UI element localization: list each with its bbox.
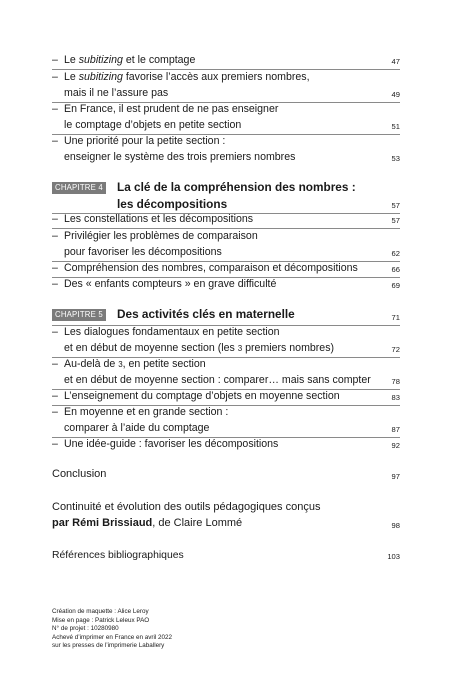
continuite-entry-line2[interactable]: par Rémi Brissiaud, de Claire Lommé	[52, 517, 243, 529]
toc-entry-moyenne-grande-section[interactable]	[52, 405, 400, 420]
toc-entry-dialogues-fondamentaux-line2	[52, 341, 400, 356]
entry-page-number: 57	[391, 216, 400, 225]
entry-title-line2: et en début de moyenne section : comparer… mais sans compter	[64, 374, 371, 386]
continuite-entry-line1[interactable]: Continuité et évolution des outils pédagogiques conçus	[52, 501, 321, 513]
credit-line: Mise en page : Patrick Leleux PAO	[52, 616, 150, 624]
toc-entry-constellations[interactable]	[52, 212, 400, 227]
entry-dash: –	[52, 230, 58, 242]
references-page-number: 103	[387, 552, 400, 561]
entry-title-line2: mais il ne l’assure pas	[64, 87, 169, 99]
entry-title: Une idée-guide : favoriser les décompositions	[64, 438, 279, 450]
toc-entry-priorite-petite-section-line2	[52, 150, 400, 165]
entry-title: Les constellations et les décompositions	[64, 213, 254, 225]
entry-title-line2: le comptage d’objets en petite section	[64, 119, 242, 131]
entry-dash: –	[52, 135, 58, 147]
entry-title-line1: Le subitizing favorise l’accès aux premiers nombres,	[64, 71, 310, 83]
entry-title-line1: En France, il est prudent de ne pas enseigner	[64, 103, 279, 115]
conclusion-entry[interactable]: Conclusion	[52, 468, 107, 480]
entry-page-number: 87	[391, 425, 400, 434]
entry-title-line2: et en début de moyenne section (les 3 premiers nombres)	[64, 342, 335, 354]
entry-dash: –	[52, 262, 58, 274]
conclusion-page-row	[52, 468, 400, 483]
credit-line: Achevé d’imprimer en France en avril 2022	[52, 633, 173, 641]
entry-dash: –	[52, 71, 58, 83]
entry-title-line1: Privilégier les problèmes de comparaison	[64, 230, 258, 242]
entry-title-line2: enseigner le système des trois premiers nombres	[64, 151, 296, 163]
toc-entry-subitizing-favorise-line2	[52, 86, 400, 101]
entry-dash: –	[52, 326, 58, 338]
entry-page-number: 72	[391, 345, 400, 354]
entry-dash: –	[52, 390, 58, 402]
entry-title-line1: Les dialogues fondamentaux en petite section	[64, 326, 280, 338]
entry-dash: –	[52, 438, 58, 450]
entry-page-number: 51	[391, 122, 400, 131]
conclusion-page-number: 97	[391, 472, 400, 481]
entry-page-number: 83	[391, 393, 400, 402]
entry-page-number: 53	[391, 154, 400, 163]
toc-entry-priorite-petite-section[interactable]	[52, 134, 400, 149]
chapter-4-title-line1[interactable]: La clé de la compréhension des nombres :	[117, 180, 356, 194]
chapter-4-title-line2[interactable]: les décompositions	[117, 197, 228, 211]
credit-line: Création de maquette : Alice Leroy	[52, 608, 149, 615]
entry-title-line2: comparer à l’aide du comptage	[64, 422, 210, 434]
chapter-4-page-number: 57	[391, 201, 400, 210]
toc-entry-enseignement-comptage[interactable]	[52, 389, 400, 404]
entry-dash: –	[52, 103, 58, 115]
toc-entry-subitizing-favorise[interactable]	[52, 70, 400, 85]
toc-entry-enfants-compteurs[interactable]	[52, 277, 400, 292]
references-page-row	[52, 548, 400, 563]
entry-page-number: 47	[391, 57, 400, 66]
credit-line: sur les presses de l’imprimerie Laballery	[52, 642, 165, 650]
continuite-page-number: 98	[391, 521, 400, 530]
entry-title: L’enseignement du comptage d’objets en moyenne section	[64, 390, 340, 402]
chapter-5-page-row	[52, 309, 400, 324]
entry-title-line1: Une priorité pour la petite section :	[64, 135, 226, 147]
entry-title-line1: En moyenne et en grande section :	[64, 406, 229, 418]
chapter-4-badge: CHAPITRE 4	[52, 182, 106, 194]
entry-dash: –	[52, 213, 58, 225]
toc-entry-subitizing-comptage[interactable]	[52, 53, 400, 68]
chapter-4-page-row	[52, 197, 400, 212]
chapter-5-title[interactable]: Des activités clés en maternelle	[117, 307, 295, 321]
entry-page-number: 62	[391, 249, 400, 258]
entry-page-number: 92	[391, 441, 400, 450]
entry-title-line2: pour favoriser les décompositions	[64, 246, 222, 258]
toc-entry-problemes-comparaison-line2	[52, 245, 400, 260]
toc-entry-idee-guide[interactable]	[52, 437, 400, 452]
entry-dash: –	[52, 278, 58, 290]
entry-page-number: 69	[391, 281, 400, 290]
entry-title: Des « enfants compteurs » en grave difficulté	[64, 278, 277, 290]
chapter-5-badge: CHAPITRE 5	[52, 309, 106, 321]
toc-entry-comprehension-nombres[interactable]	[52, 261, 400, 276]
toc-entry-france-prudent[interactable]	[52, 102, 400, 117]
chapter-5-page-number: 71	[391, 313, 400, 322]
entry-page-number: 66	[391, 265, 400, 274]
toc-entry-france-prudent-line2	[52, 118, 400, 133]
toc-entry-au-dela-de-3-line2	[52, 373, 400, 388]
entry-dash: –	[52, 358, 58, 370]
entry-title: Compréhension des nombres, comparaison et décompositions	[64, 262, 358, 274]
entry-dash: –	[52, 406, 58, 418]
entry-title: Le subitizing et le comptage	[64, 54, 196, 66]
references-entry[interactable]: Références bibliographiques	[52, 550, 184, 561]
toc-entry-problemes-comparaison[interactable]	[52, 229, 400, 244]
toc-entry-moyenne-grande-section-line2	[52, 421, 400, 436]
entry-page-number: 78	[391, 377, 400, 386]
entry-title-line1: Au-delà de 3, en petite section	[64, 358, 206, 370]
colophon	[52, 608, 172, 651]
entry-page-number: 49	[391, 90, 400, 99]
toc-entry-au-dela-de-3[interactable]	[52, 357, 400, 372]
entry-dash: –	[52, 54, 58, 66]
continuite-page-row	[52, 517, 400, 532]
toc-entry-dialogues-fondamentaux[interactable]	[52, 325, 400, 340]
credit-line: N° de projet : 10280980	[52, 625, 119, 633]
